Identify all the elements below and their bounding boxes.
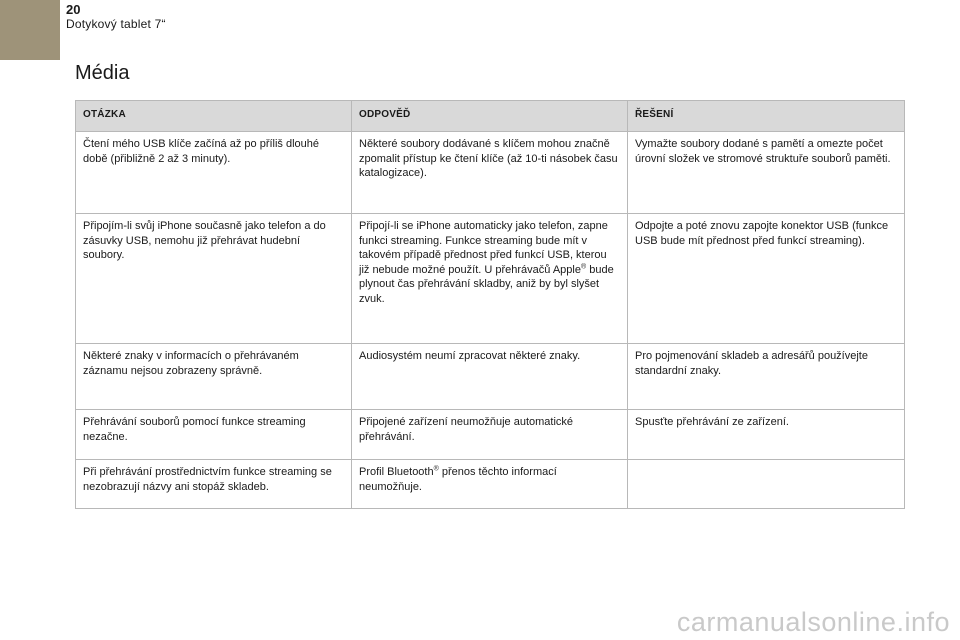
table-row [76, 132, 905, 214]
faq-table [75, 100, 905, 509]
registered-mark: ® [580, 262, 587, 270]
header-question: OTÁZKA [76, 101, 352, 132]
cell-question: Přehrávání souborů pomocí funkce streaming nezačne. [76, 410, 352, 460]
answer-text-part1: Profil Bluetooth [359, 466, 434, 478]
table-row [76, 214, 905, 344]
header-solution: ŘEŠENÍ [628, 101, 905, 132]
cell-answer: Audiosystém neumí zpracovat některé znaky. [352, 344, 628, 410]
section-title: Média [75, 62, 130, 84]
cell-solution: Odpojte a poté znovu zapojte konektor USB (funkce USB bude mít přednost před funkcí streaming). [628, 214, 905, 344]
cell-solution: Pro pojmenování skladeb a adresářů používejte standardní znaky. [628, 344, 905, 410]
cell-question: Některé znaky v informacích o přehrávaném záznamu nejsou zobrazeny správně. [76, 344, 352, 410]
watermark: carmanualsonline.info [676, 607, 950, 637]
cell-question: Čtení mého USB klíče začíná až po příliš dlouhé době (přibližně 2 až 3 minuty). [76, 132, 352, 214]
cell-solution [628, 460, 905, 509]
cell-answer [352, 460, 628, 509]
header-answer: ODPOVĚĎ [352, 101, 628, 132]
table-header-row [76, 101, 905, 132]
table-row [76, 344, 905, 410]
cell-answer [352, 214, 628, 344]
cell-answer: Některé soubory dodávané s klíčem mohou značně zpomalit přístup ke čtení klíče (až 10-ti násobek času katalogizace). [352, 132, 628, 214]
answer-text-part2: přenos těchto informací neumožňuje. [359, 466, 557, 493]
cell-solution: Spusťte přehrávání ze zařízení. [628, 410, 905, 460]
registered-mark: ® [433, 465, 439, 473]
cell-question: Připojím-li svůj iPhone současně jako telefon a do zásuvky USB, nemohu již přehrávat hudební soubory. [76, 214, 352, 344]
answer-text-part2: bude plynout čas přehrávání skladby, aniž by byl slyšet zvuk. [359, 263, 614, 305]
page-number: 20 [66, 2, 81, 17]
cell-answer: Připojené zařízení neumožňuje automatické přehrávání. [352, 410, 628, 460]
cell-question: Při přehrávání prostřednictvím funkce streaming se nezobrazují názvy ani stopáž skladeb. [76, 460, 352, 509]
running-header: Dotykový tablet 7“ [66, 17, 166, 31]
table-row [76, 460, 905, 509]
table-row [76, 410, 905, 460]
page-corner-tab [0, 0, 60, 60]
answer-text-part1: Připojí-li se iPhone automaticky jako telefon, zapne funkci streaming. Funkce streaming bude mít v takovém případě přednost před funkcí USB, kterou již nebude možné použít. U přehrávačů Apple [359, 220, 608, 276]
cell-solution: Vymažte soubory dodané s pamětí a omezte počet úrovní složek ve stromové struktuře souborů paměti. [628, 132, 905, 214]
